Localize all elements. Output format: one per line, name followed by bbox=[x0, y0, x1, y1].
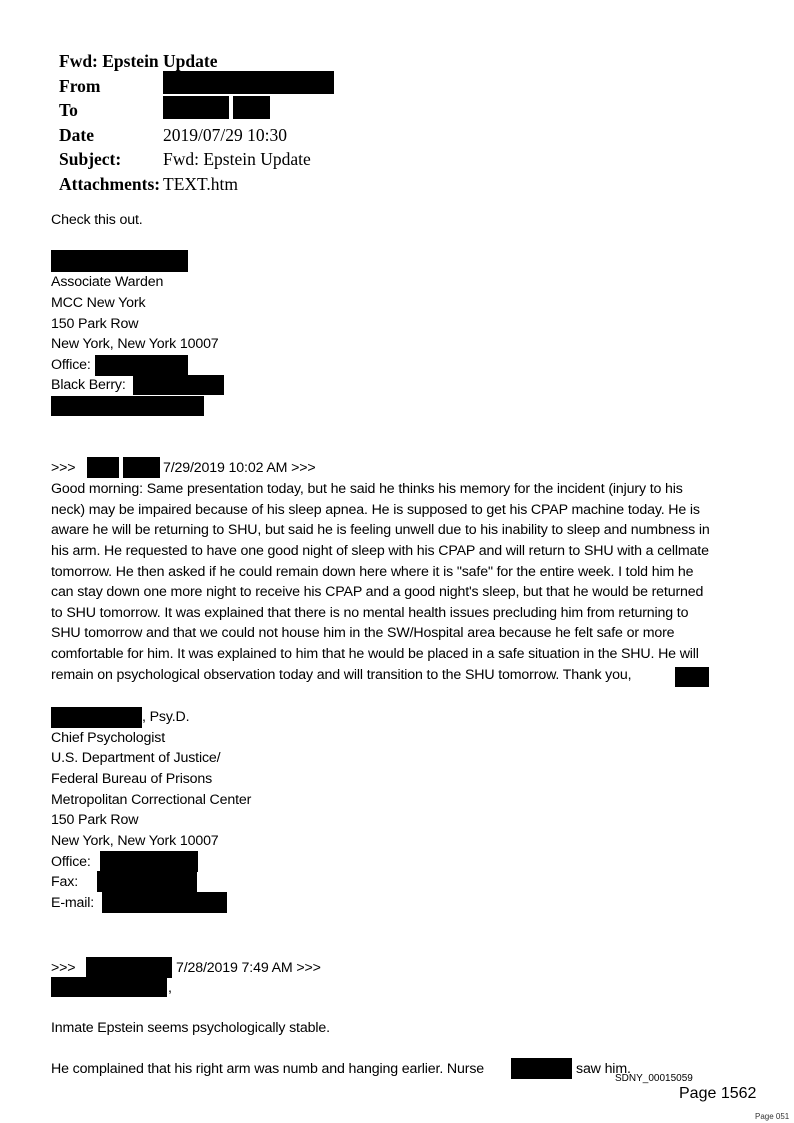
msg1-line: Good morning: Same presentation today, but he said he thinks his memory for the incident (injury to his bbox=[51, 481, 683, 497]
msg1-prefix: >>> bbox=[51, 460, 76, 476]
sig1-office-label: Office: bbox=[51, 357, 91, 373]
attachments-label: Attachments: bbox=[59, 173, 161, 194]
redaction-to-2 bbox=[233, 96, 270, 119]
sig2-street: 150 Park Row bbox=[51, 812, 139, 828]
redaction-to-1 bbox=[163, 96, 229, 119]
bates-number: SDNY_00015059 bbox=[615, 1073, 693, 1084]
redaction-bb bbox=[133, 375, 224, 395]
redaction-fax bbox=[97, 871, 197, 892]
redaction-msg1-signoff bbox=[675, 667, 709, 687]
sig2-degree: , Psy.D. bbox=[142, 709, 190, 725]
sig2-dept: U.S. Department of Justice/ bbox=[51, 750, 221, 766]
msg1-line: can stay down one more night to receive his CPAP and a good night's sleep, but that he would be returned bbox=[51, 584, 704, 600]
redaction-msg1-sender-1 bbox=[87, 457, 119, 478]
sig1-city: New York, New York 10007 bbox=[51, 336, 219, 352]
to-label: To bbox=[59, 100, 78, 120]
redaction-office-1 bbox=[95, 355, 188, 376]
msg2-line1: Inmate Epstein seems psychologically stable. bbox=[51, 1020, 330, 1036]
sig2-bureau: Federal Bureau of Prisons bbox=[51, 771, 213, 787]
redaction-msg1-sender-2 bbox=[123, 457, 160, 478]
msg1-line: his arm. He requested to have one good night of sleep with his CPAP and will return to SHU with a cellmate bbox=[51, 543, 709, 559]
msg2-line2b: saw him. bbox=[576, 1061, 631, 1077]
date-value: 2019/07/29 10:30 bbox=[163, 124, 287, 145]
attachments-value: TEXT.htm bbox=[163, 173, 239, 194]
msg1-line: SHU tomorrow and that we could not house him in the SW/Hospital area because he felt safe or more bbox=[51, 625, 675, 641]
msg1-stamp: 7/29/2019 10:02 AM >>> bbox=[163, 460, 316, 476]
date-label: Date bbox=[59, 124, 94, 145]
msg1-line: tomorrow. He then asked if he could remain down here where it is "safe" for the entire week. I told him he bbox=[51, 564, 694, 580]
sig1-title: Associate Warden bbox=[51, 274, 164, 290]
sig2-city: New York, New York 10007 bbox=[51, 833, 219, 849]
subject-label: Subject: bbox=[59, 149, 122, 169]
msg2-prefix: >>> bbox=[51, 960, 76, 976]
from-label: From bbox=[59, 75, 101, 96]
sig1-street: 150 Park Row bbox=[51, 316, 139, 332]
email-title: Fwd: Epstein Update bbox=[59, 51, 218, 71]
redaction-psychologist-name bbox=[51, 707, 142, 728]
sig1-bb-label: Black Berry: bbox=[51, 377, 126, 393]
msg2-line2a: He complained that his right arm was numb and hanging earlier. Nurse bbox=[51, 1061, 484, 1077]
redaction-from bbox=[163, 71, 334, 94]
redaction-office-2 bbox=[100, 851, 198, 872]
sig2-email-label: E-mail: bbox=[51, 895, 95, 911]
redaction-email-2 bbox=[102, 892, 227, 913]
msg2-stamp: 7/28/2019 7:49 AM >>> bbox=[176, 960, 321, 976]
msg1-line: comfortable for him. It was explained to him that he would be placed in a safe situation in the SHU. He will bbox=[51, 646, 699, 662]
sig2-office-label: Office: bbox=[51, 854, 91, 870]
sig2-fax-label: Fax: bbox=[51, 874, 78, 890]
msg1-line: neck) may be impaired because of his sleep apnea. He is supposed to get his CPAP machine today. He is bbox=[51, 502, 700, 518]
subject-value: Fwd: Epstein Update bbox=[163, 149, 311, 169]
small-page-number: Page 051 bbox=[755, 1112, 790, 1121]
intro-text: Check this out. bbox=[51, 212, 143, 228]
redaction-msg2-sender bbox=[86, 957, 172, 978]
msg2-comma: , bbox=[168, 980, 172, 996]
redaction-nurse-name bbox=[511, 1058, 572, 1079]
sig1-org: MCC New York bbox=[51, 295, 146, 311]
sig2-title: Chief Psychologist bbox=[51, 730, 166, 746]
page-number: Page 1562 bbox=[679, 1085, 757, 1102]
msg1-line: remain on psychological observation today and will transition to the SHU tomorrow. Thank you, bbox=[51, 667, 632, 683]
msg1-line: aware he will be returning to SHU, but said he is feeling unwell due to his inability to sleep and numbness in bbox=[51, 522, 710, 538]
sig2-center: Metropolitan Correctional Center bbox=[51, 792, 252, 808]
redaction-sender-name bbox=[51, 250, 188, 272]
redaction-email-1 bbox=[51, 396, 204, 416]
redaction-msg2-recipient bbox=[51, 977, 167, 997]
msg1-line: to SHU tomorrow. It was explained that there is no mental health issues precluding him from returning to bbox=[51, 605, 689, 621]
